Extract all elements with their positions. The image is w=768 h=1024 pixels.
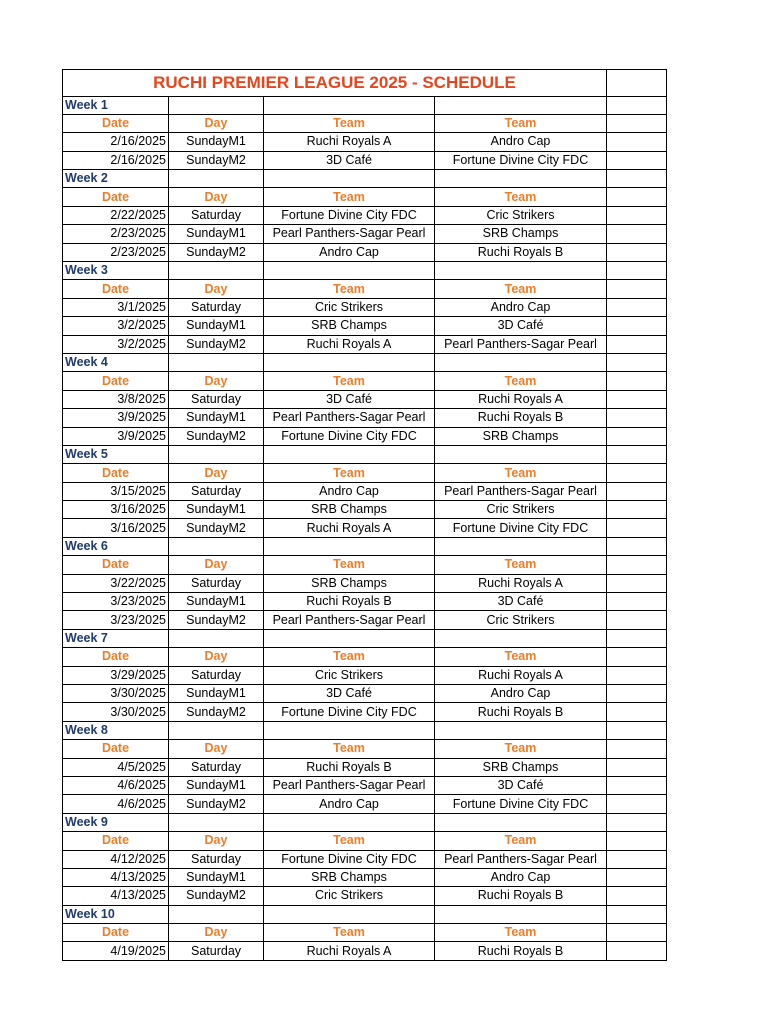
match-row xyxy=(63,298,667,316)
column-header-row xyxy=(63,280,667,298)
date-header: Date xyxy=(63,924,169,942)
week-row xyxy=(63,905,667,923)
team-cell: 3D Café xyxy=(435,317,607,335)
day-cell: SundayM2 xyxy=(169,427,264,445)
day-cell: SundayM1 xyxy=(169,685,264,703)
team-header: Team xyxy=(435,556,607,574)
empty-cell xyxy=(607,170,667,188)
team-cell: SRB Champs xyxy=(264,317,435,335)
date-cell: 3/8/2025 xyxy=(63,390,169,408)
team-header: Team xyxy=(435,114,607,132)
team-cell: Cric Strikers xyxy=(435,501,607,519)
empty-cell xyxy=(607,262,667,280)
week-label: Week 8 xyxy=(63,721,169,739)
team-cell: Pearl Panthers-Sagar Pearl xyxy=(435,335,607,353)
empty-cell xyxy=(264,445,435,463)
column-header-row xyxy=(63,188,667,206)
week-row xyxy=(63,170,667,188)
team-cell: SRB Champs xyxy=(435,758,607,776)
match-row xyxy=(63,685,667,703)
team-cell: Cric Strikers xyxy=(435,611,607,629)
team-header: Team xyxy=(264,924,435,942)
day-header: Day xyxy=(169,832,264,850)
day-header: Day xyxy=(169,648,264,666)
day-header: Day xyxy=(169,114,264,132)
empty-cell xyxy=(607,776,667,794)
team-cell: 3D Café xyxy=(435,593,607,611)
team-cell: Fortune Divine City FDC xyxy=(264,703,435,721)
day-header: Day xyxy=(169,740,264,758)
date-cell: 2/16/2025 xyxy=(63,133,169,151)
team-cell: Ruchi Royals A xyxy=(435,666,607,684)
week-label: Week 1 xyxy=(63,96,169,114)
day-cell: Saturday xyxy=(169,850,264,868)
date-header: Date xyxy=(63,114,169,132)
empty-cell xyxy=(435,262,607,280)
empty-cell xyxy=(607,501,667,519)
team-cell: Andro Cap xyxy=(264,795,435,813)
day-cell: SundayM2 xyxy=(169,795,264,813)
date-header: Date xyxy=(63,740,169,758)
empty-cell xyxy=(169,905,264,923)
empty-cell xyxy=(607,611,667,629)
empty-cell xyxy=(264,170,435,188)
empty-cell xyxy=(607,114,667,132)
empty-cell xyxy=(607,740,667,758)
empty-cell xyxy=(607,151,667,169)
date-cell: 3/16/2025 xyxy=(63,519,169,537)
empty-cell xyxy=(607,868,667,886)
empty-cell xyxy=(607,409,667,427)
empty-cell xyxy=(169,262,264,280)
week-row xyxy=(63,629,667,647)
date-cell: 4/5/2025 xyxy=(63,758,169,776)
team-cell: Andro Cap xyxy=(435,133,607,151)
empty-cell xyxy=(607,298,667,316)
match-row xyxy=(63,317,667,335)
date-cell: 3/15/2025 xyxy=(63,482,169,500)
schedule-table xyxy=(62,69,667,961)
date-cell: 3/2/2025 xyxy=(63,335,169,353)
date-cell: 3/1/2025 xyxy=(63,298,169,316)
team-cell: Pearl Panthers-Sagar Pearl xyxy=(264,611,435,629)
team-cell: Ruchi Royals A xyxy=(264,519,435,537)
team-cell: Ruchi Royals B xyxy=(435,887,607,905)
team-cell: Ruchi Royals B xyxy=(264,758,435,776)
empty-cell xyxy=(607,188,667,206)
day-cell: SundayM1 xyxy=(169,776,264,794)
day-cell: SundayM2 xyxy=(169,243,264,261)
empty-cell xyxy=(264,905,435,923)
team-header: Team xyxy=(264,464,435,482)
empty-cell xyxy=(607,887,667,905)
team-cell: Ruchi Royals B xyxy=(435,243,607,261)
match-row xyxy=(63,887,667,905)
team-header: Team xyxy=(264,372,435,390)
empty-cell xyxy=(607,556,667,574)
day-header: Day xyxy=(169,188,264,206)
date-cell: 3/30/2025 xyxy=(63,685,169,703)
team-cell: Ruchi Royals B xyxy=(264,593,435,611)
empty-cell xyxy=(435,353,607,371)
empty-cell xyxy=(607,850,667,868)
team-cell: 3D Café xyxy=(435,776,607,794)
empty-cell xyxy=(607,832,667,850)
match-row xyxy=(63,850,667,868)
week-label: Week 9 xyxy=(63,813,169,831)
team-cell: Pearl Panthers-Sagar Pearl xyxy=(435,482,607,500)
day-header: Day xyxy=(169,280,264,298)
column-header-row xyxy=(63,114,667,132)
match-row xyxy=(63,776,667,794)
date-cell: 3/29/2025 xyxy=(63,666,169,684)
team-cell: Ruchi Royals B xyxy=(435,703,607,721)
team-cell: Cric Strikers xyxy=(435,206,607,224)
week-label: Week 3 xyxy=(63,262,169,280)
day-cell: SundayM1 xyxy=(169,409,264,427)
team-cell: Ruchi Royals A xyxy=(264,335,435,353)
empty-cell xyxy=(607,133,667,151)
team-cell: SRB Champs xyxy=(435,225,607,243)
date-cell: 3/23/2025 xyxy=(63,611,169,629)
day-cell: SundayM1 xyxy=(169,868,264,886)
team-header: Team xyxy=(435,188,607,206)
week-label: Week 6 xyxy=(63,537,169,555)
team-cell: 3D Café xyxy=(264,151,435,169)
match-row xyxy=(63,795,667,813)
match-row xyxy=(63,225,667,243)
date-cell: 4/6/2025 xyxy=(63,795,169,813)
empty-cell xyxy=(435,537,607,555)
empty-cell xyxy=(435,96,607,114)
team-header: Team xyxy=(435,464,607,482)
empty-cell xyxy=(264,262,435,280)
empty-cell xyxy=(435,170,607,188)
day-header: Day xyxy=(169,464,264,482)
empty-cell xyxy=(607,813,667,831)
empty-cell xyxy=(435,445,607,463)
empty-cell xyxy=(435,813,607,831)
date-cell: 2/16/2025 xyxy=(63,151,169,169)
column-header-row xyxy=(63,556,667,574)
empty-cell xyxy=(607,666,667,684)
week-label: Week 10 xyxy=(63,905,169,923)
date-cell: 3/23/2025 xyxy=(63,593,169,611)
match-row xyxy=(63,703,667,721)
empty-cell xyxy=(169,813,264,831)
empty-cell xyxy=(607,464,667,482)
empty-cell xyxy=(607,648,667,666)
day-cell: Saturday xyxy=(169,206,264,224)
team-cell: Ruchi Royals A xyxy=(435,390,607,408)
match-row xyxy=(63,611,667,629)
match-row xyxy=(63,390,667,408)
team-cell: Pearl Panthers-Sagar Pearl xyxy=(435,850,607,868)
date-header: Date xyxy=(63,464,169,482)
date-cell: 2/22/2025 xyxy=(63,206,169,224)
day-header: Day xyxy=(169,924,264,942)
team-header: Team xyxy=(435,740,607,758)
match-row xyxy=(63,151,667,169)
empty-cell xyxy=(435,721,607,739)
week-row xyxy=(63,353,667,371)
empty-cell xyxy=(264,721,435,739)
day-cell: SundayM2 xyxy=(169,519,264,537)
empty-cell xyxy=(435,905,607,923)
date-cell: 2/23/2025 xyxy=(63,225,169,243)
team-cell: Ruchi Royals A xyxy=(264,133,435,151)
team-cell: Ruchi Royals A xyxy=(264,942,435,960)
match-row xyxy=(63,482,667,500)
team-cell: 3D Café xyxy=(264,390,435,408)
day-header: Day xyxy=(169,372,264,390)
match-row xyxy=(63,942,667,960)
team-cell: SRB Champs xyxy=(264,501,435,519)
date-cell: 4/19/2025 xyxy=(63,942,169,960)
empty-cell xyxy=(607,703,667,721)
empty-cell xyxy=(607,206,667,224)
date-cell: 4/13/2025 xyxy=(63,868,169,886)
column-header-row xyxy=(63,740,667,758)
date-header: Date xyxy=(63,372,169,390)
page-title: RUCHI PREMIER LEAGUE 2025 - SCHEDULE xyxy=(63,70,607,97)
team-cell: Pearl Panthers-Sagar Pearl xyxy=(264,409,435,427)
day-cell: SundayM1 xyxy=(169,225,264,243)
empty-cell xyxy=(607,427,667,445)
empty-cell xyxy=(607,629,667,647)
date-cell: 4/13/2025 xyxy=(63,887,169,905)
day-cell: Saturday xyxy=(169,390,264,408)
day-cell: SundayM1 xyxy=(169,593,264,611)
match-row xyxy=(63,868,667,886)
team-cell: Andro Cap xyxy=(264,482,435,500)
day-header: Day xyxy=(169,556,264,574)
empty-cell xyxy=(264,629,435,647)
team-cell: Andro Cap xyxy=(435,685,607,703)
empty-cell xyxy=(607,593,667,611)
empty-cell xyxy=(607,445,667,463)
day-cell: SundayM2 xyxy=(169,703,264,721)
empty-cell xyxy=(607,721,667,739)
team-header: Team xyxy=(264,280,435,298)
date-header: Date xyxy=(63,556,169,574)
team-cell: Andro Cap xyxy=(435,298,607,316)
match-row xyxy=(63,574,667,592)
column-header-row xyxy=(63,648,667,666)
week-label: Week 7 xyxy=(63,629,169,647)
day-cell: Saturday xyxy=(169,666,264,684)
team-header: Team xyxy=(264,556,435,574)
team-header: Team xyxy=(264,832,435,850)
date-cell: 2/23/2025 xyxy=(63,243,169,261)
empty-cell xyxy=(607,243,667,261)
team-header: Team xyxy=(264,114,435,132)
week-row xyxy=(63,813,667,831)
empty-cell xyxy=(607,685,667,703)
date-cell: 3/2/2025 xyxy=(63,317,169,335)
day-cell: SundayM2 xyxy=(169,335,264,353)
team-header: Team xyxy=(264,188,435,206)
column-header-row xyxy=(63,372,667,390)
match-row xyxy=(63,427,667,445)
team-header: Team xyxy=(435,924,607,942)
week-label: Week 2 xyxy=(63,170,169,188)
team-header: Team xyxy=(264,648,435,666)
day-cell: Saturday xyxy=(169,758,264,776)
team-cell: Fortune Divine City FDC xyxy=(264,427,435,445)
match-row xyxy=(63,243,667,261)
empty-cell xyxy=(169,445,264,463)
empty-cell xyxy=(607,317,667,335)
team-cell: Pearl Panthers-Sagar Pearl xyxy=(264,776,435,794)
day-cell: Saturday xyxy=(169,482,264,500)
team-cell: Fortune Divine City FDC xyxy=(264,206,435,224)
match-row xyxy=(63,501,667,519)
empty-cell xyxy=(607,795,667,813)
team-cell: SRB Champs xyxy=(264,574,435,592)
team-cell: 3D Café xyxy=(264,685,435,703)
team-cell: Ruchi Royals B xyxy=(435,409,607,427)
empty-cell xyxy=(607,942,667,960)
empty-cell xyxy=(435,629,607,647)
match-row xyxy=(63,409,667,427)
match-row xyxy=(63,666,667,684)
empty-cell xyxy=(607,482,667,500)
match-row xyxy=(63,519,667,537)
date-header: Date xyxy=(63,188,169,206)
match-row xyxy=(63,206,667,224)
date-header: Date xyxy=(63,648,169,666)
empty-cell xyxy=(607,758,667,776)
empty-cell xyxy=(169,96,264,114)
date-cell: 4/6/2025 xyxy=(63,776,169,794)
column-header-row xyxy=(63,464,667,482)
day-cell: SundayM2 xyxy=(169,887,264,905)
empty-cell xyxy=(607,537,667,555)
week-row xyxy=(63,721,667,739)
day-cell: Saturday xyxy=(169,298,264,316)
team-cell: Fortune Divine City FDC xyxy=(435,519,607,537)
day-cell: SundayM1 xyxy=(169,133,264,151)
team-cell: Cric Strikers xyxy=(264,298,435,316)
empty-cell xyxy=(169,170,264,188)
empty-cell xyxy=(607,225,667,243)
team-cell: Andro Cap xyxy=(435,868,607,886)
week-label: Week 4 xyxy=(63,353,169,371)
team-cell: Ruchi Royals A xyxy=(435,574,607,592)
column-header-row xyxy=(63,924,667,942)
empty-cell xyxy=(607,519,667,537)
date-header: Date xyxy=(63,280,169,298)
date-cell: 3/22/2025 xyxy=(63,574,169,592)
week-row xyxy=(63,445,667,463)
day-cell: Saturday xyxy=(169,942,264,960)
week-label: Week 5 xyxy=(63,445,169,463)
date-cell: 3/9/2025 xyxy=(63,427,169,445)
date-header: Date xyxy=(63,832,169,850)
team-header: Team xyxy=(435,832,607,850)
empty-cell xyxy=(264,353,435,371)
team-header: Team xyxy=(435,648,607,666)
day-cell: SundayM2 xyxy=(169,611,264,629)
day-cell: SundayM2 xyxy=(169,151,264,169)
empty-cell xyxy=(264,813,435,831)
team-header: Team xyxy=(435,372,607,390)
empty-cell xyxy=(169,537,264,555)
empty-cell xyxy=(169,721,264,739)
empty-cell xyxy=(607,372,667,390)
date-cell: 3/30/2025 xyxy=(63,703,169,721)
team-header: Team xyxy=(264,740,435,758)
date-cell: 4/12/2025 xyxy=(63,850,169,868)
empty-cell xyxy=(607,280,667,298)
match-row xyxy=(63,758,667,776)
empty-cell xyxy=(169,353,264,371)
empty-cell xyxy=(607,924,667,942)
week-row xyxy=(63,262,667,280)
empty-cell xyxy=(607,335,667,353)
day-cell: SundayM1 xyxy=(169,501,264,519)
day-cell: Saturday xyxy=(169,574,264,592)
match-row xyxy=(63,133,667,151)
team-cell: Fortune Divine City FDC xyxy=(435,151,607,169)
empty-cell xyxy=(264,537,435,555)
team-cell: Andro Cap xyxy=(264,243,435,261)
empty-cell xyxy=(607,96,667,114)
empty-cell xyxy=(264,96,435,114)
team-cell: Pearl Panthers-Sagar Pearl xyxy=(264,225,435,243)
team-cell: Fortune Divine City FDC xyxy=(435,795,607,813)
team-cell: SRB Champs xyxy=(435,427,607,445)
day-cell: SundayM1 xyxy=(169,317,264,335)
title-row xyxy=(63,70,667,97)
match-row xyxy=(63,335,667,353)
week-row xyxy=(63,96,667,114)
team-cell: SRB Champs xyxy=(264,868,435,886)
team-cell: Cric Strikers xyxy=(264,666,435,684)
date-cell: 3/9/2025 xyxy=(63,409,169,427)
empty-cell xyxy=(607,353,667,371)
team-cell: Fortune Divine City FDC xyxy=(264,850,435,868)
team-cell: Cric Strikers xyxy=(264,887,435,905)
empty-cell xyxy=(607,390,667,408)
empty-cell xyxy=(607,905,667,923)
week-row xyxy=(63,537,667,555)
column-header-row xyxy=(63,832,667,850)
empty-cell xyxy=(607,574,667,592)
match-row xyxy=(63,593,667,611)
team-cell: Ruchi Royals B xyxy=(435,942,607,960)
date-cell: 3/16/2025 xyxy=(63,501,169,519)
empty-cell xyxy=(607,70,667,97)
team-header: Team xyxy=(435,280,607,298)
empty-cell xyxy=(169,629,264,647)
